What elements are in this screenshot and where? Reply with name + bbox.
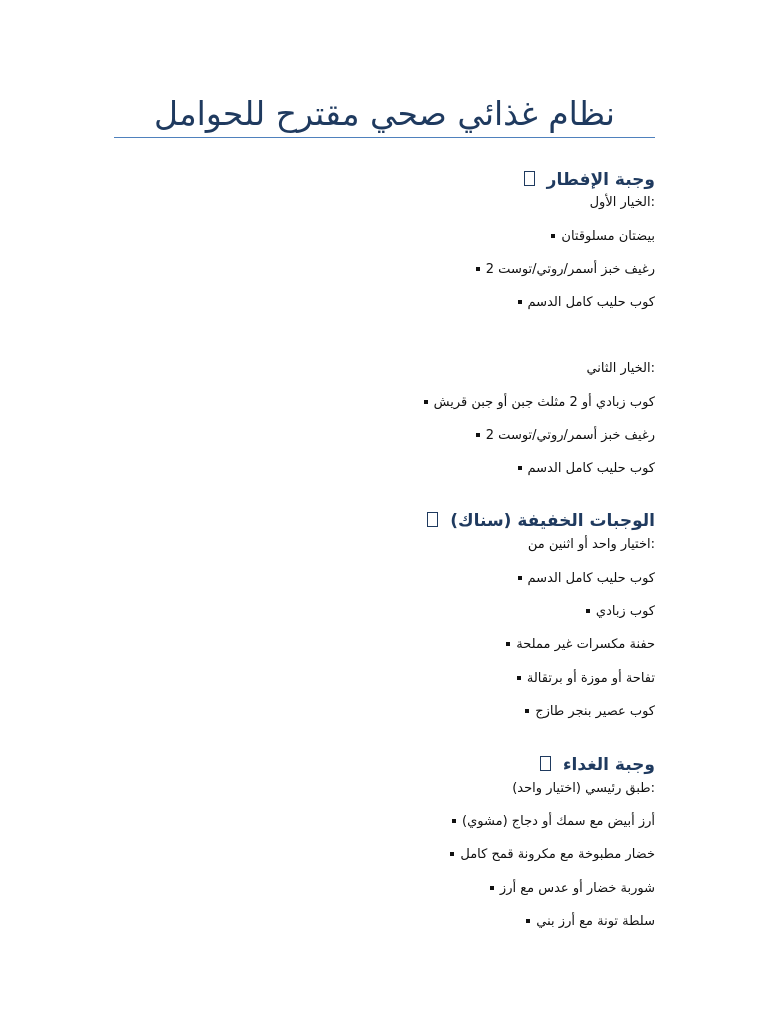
bullet-icon — [525, 709, 529, 713]
bullet-icon — [476, 433, 480, 437]
breakfast-option1-label: :الخيار الأول — [589, 195, 655, 210]
list-item: سلطة تونة مع أرز بني — [526, 913, 655, 931]
list-item: كوب زبادي أو 2 مثلث جبن أو جبن قريش — [424, 394, 655, 412]
bullet-icon — [476, 267, 480, 271]
bullet-icon — [450, 852, 454, 856]
snacks-heading — [427, 510, 655, 532]
list-item: كوب حليب كامل الدسم — [518, 460, 655, 478]
breakfast-heading — [524, 169, 655, 191]
missing-glyph-icon — [427, 512, 438, 527]
document-title: نظام غذائي صحي مقترح للحوامل — [154, 94, 615, 133]
title-underline — [114, 137, 655, 138]
bullet-icon — [490, 886, 494, 890]
bullet-icon — [586, 609, 590, 613]
list-item: بيضتان مسلوقتان — [551, 228, 655, 246]
bullet-icon — [526, 919, 530, 923]
list-item: حفنة مكسرات غير مملحة — [506, 636, 655, 654]
list-item: كوب حليب كامل الدسم — [518, 294, 655, 312]
snacks-heading-text: الوجبات الخفيفة (سناك) — [450, 511, 655, 531]
list-item: كوب زبادي — [586, 603, 655, 621]
bullet-icon — [518, 300, 522, 304]
list-item: رغيف خبز أسمر/روتي/توست 2 — [476, 427, 655, 445]
missing-glyph-icon — [524, 171, 535, 186]
bullet-icon — [452, 819, 456, 823]
bullet-icon — [424, 400, 428, 404]
list-item: كوب عصير بنجر طازج — [525, 703, 655, 721]
list-item: شوربة خضار أو عدس مع أرز — [490, 880, 655, 898]
list-item: خضار مطبوخة مع مكرونة قمح كامل — [450, 846, 655, 864]
list-item: أرز أبيض مع سمك أو دجاج (مشوي) — [452, 813, 655, 831]
lunch-heading — [540, 754, 655, 776]
bullet-icon — [551, 234, 555, 238]
breakfast-heading-text: وجبة الإفطار — [546, 170, 655, 190]
bullet-icon — [517, 676, 521, 680]
list-item: كوب حليب كامل الدسم — [518, 570, 655, 588]
bullet-icon — [506, 642, 510, 646]
lunch-heading-text: وجبة الغداء — [562, 755, 655, 775]
bullet-icon — [518, 466, 522, 470]
bullet-icon — [518, 576, 522, 580]
lunch-intro: :طبق رئيسي (اختيار واحد) — [512, 781, 655, 796]
missing-glyph-icon — [540, 756, 551, 771]
list-item: تفاحة أو موزة أو برتقالة — [517, 670, 655, 688]
snacks-intro: :اختيار واحد أو اثنين من — [527, 537, 655, 552]
list-item: رغيف خبز أسمر/روتي/توست 2 — [476, 261, 655, 279]
breakfast-option2-label: :الخيار الثاني — [586, 361, 655, 376]
